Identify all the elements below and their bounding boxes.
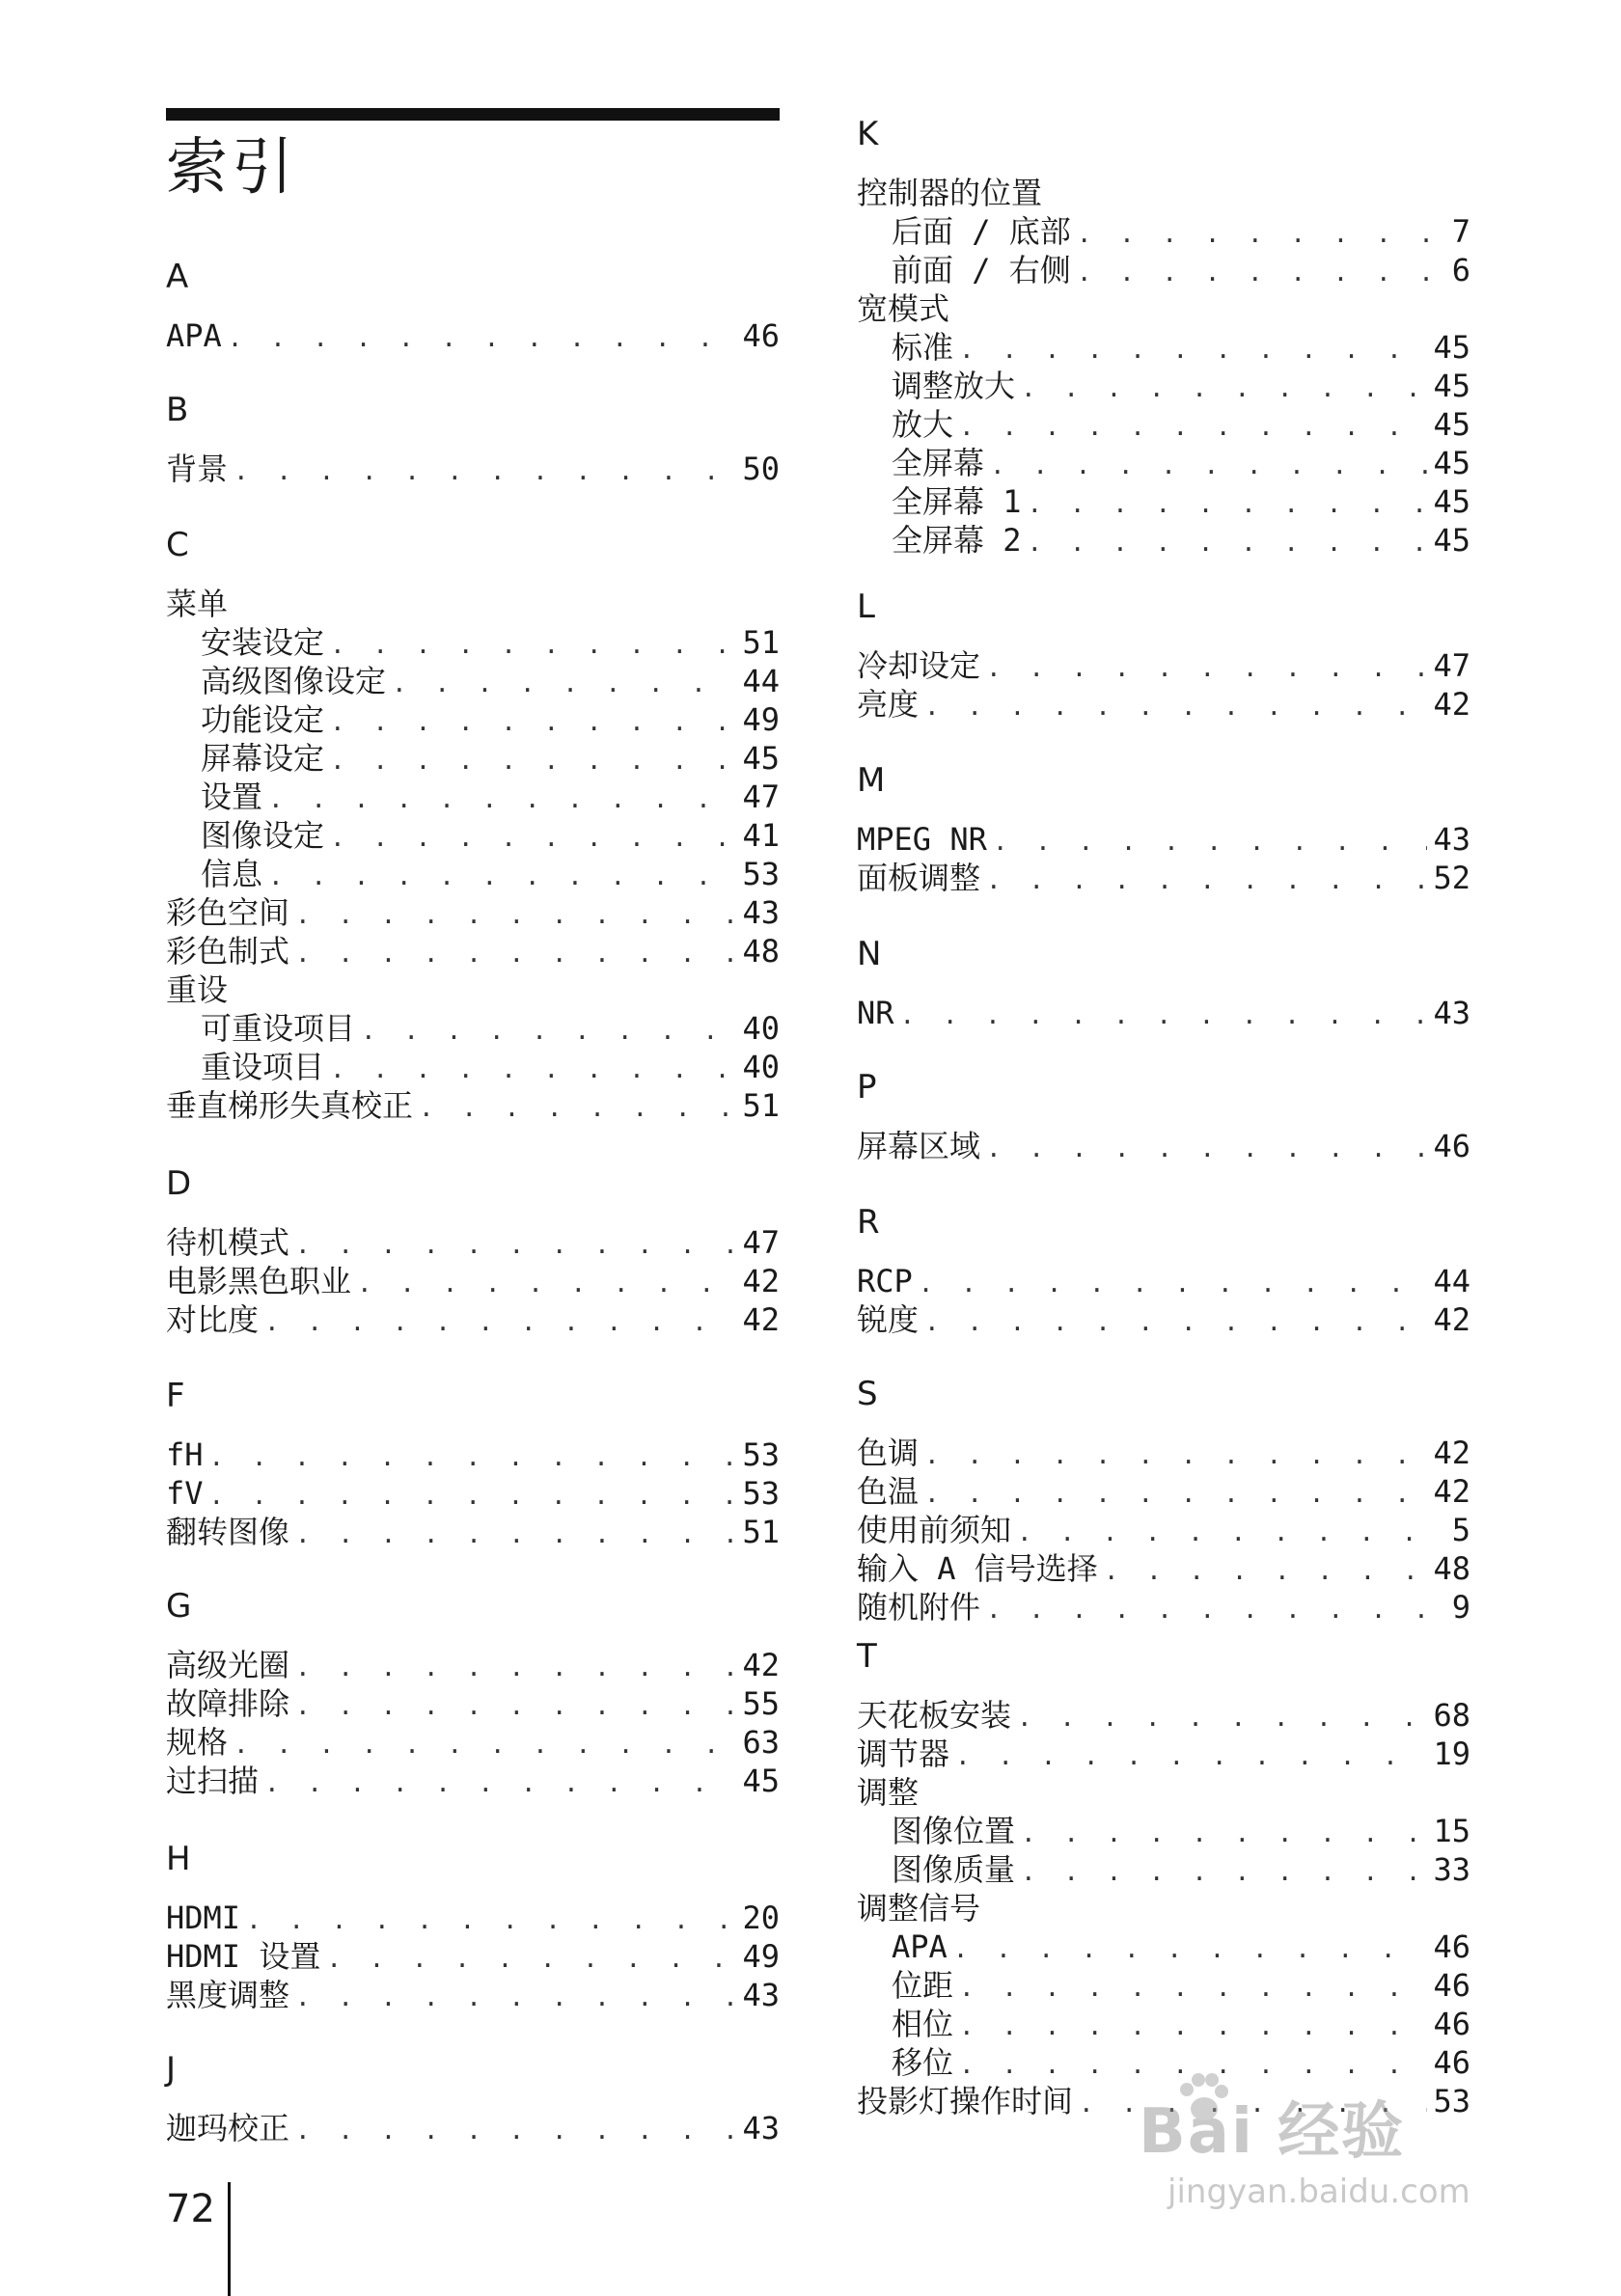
index-entry [166,970,780,1009]
index-subentry [857,444,1470,482]
entry-label: 背景 [166,451,229,487]
index-subentry [166,1009,780,1048]
index-subentry [166,778,780,816]
dot-leader [295,1979,736,2014]
entry-page: 46 [1433,2006,1470,2042]
dot-leader [924,688,1427,724]
entry-page: 42 [742,1647,780,1683]
index-section-b [166,380,780,488]
entry-page: 45 [1433,329,1470,366]
dot-leader [993,823,1428,859]
entry-label: 投影灯操作时间 [857,2083,1074,2119]
entry-label: 色调 [857,1435,920,1471]
index-subentry [857,2043,1470,2082]
entry-page: 46 [1433,1128,1470,1164]
dot-leader [330,703,736,739]
entry-page: 47 [742,1224,780,1261]
dot-leader [330,742,736,778]
index-subentry [166,623,780,662]
entry-label: NR [857,995,894,1031]
section-letter: K [857,115,879,153]
index-entry [857,1262,1470,1300]
entry-label: 彩色制式 [166,933,290,970]
dot-leader [959,1969,1427,2005]
entry-label: 故障排除 [166,1685,290,1722]
section-letter: H [166,1840,191,1878]
index-section-s [857,1364,1470,1626]
entry-label: 调整 [857,1774,920,1811]
entry-page: 43 [1433,821,1470,858]
dot-leader [419,1089,736,1125]
entry-label: 信息 [201,856,263,892]
entry-page: 42 [742,1263,780,1299]
entry-page: 42 [1433,1473,1470,1510]
entry-page: 45 [1433,406,1470,443]
index-subentry [857,2005,1470,2043]
entry-page: 52 [1433,860,1470,896]
dot-leader [1017,1514,1446,1549]
section-letter: M [857,761,886,800]
entry-page: 49 [742,701,780,738]
index-subentry [857,521,1470,560]
entry-page: 51 [742,624,780,661]
index-entry [166,585,780,623]
entry-label: 重设项目 [201,1049,325,1085]
page-title: 索引 [166,132,297,204]
index-entry [857,1588,1470,1626]
entry-page: 44 [742,663,780,699]
entry-label: 控制器的位置 [857,175,1043,211]
index-section-j [166,2039,780,2147]
entry-page: 43 [742,1977,780,2013]
index-entry [857,1889,1470,1927]
entry-label: 调整放大 [892,368,1016,404]
dot-leader [924,1475,1427,1511]
section-letter: A [166,258,189,296]
dot-leader [295,935,736,970]
index-entry [166,893,780,932]
entry-label: 标准 [892,329,954,366]
index-entry [166,450,780,488]
section-letter: S [857,1375,878,1413]
index-entry [857,1549,1470,1588]
index-entry [166,1899,780,1937]
entry-label: HDMI 设置 [166,1938,321,1975]
entry-label: 垂直梯形失真校正 [166,1087,414,1124]
entry-page: 45 [1433,483,1470,520]
index-entry [166,1937,780,1976]
entry-page: 68 [1433,1697,1470,1734]
entry-label: 安装设定 [201,624,325,661]
index-subentry [857,1927,1470,1966]
entry-label: 天花板安装 [857,1697,1012,1734]
entry-page: 43 [742,894,780,931]
entry-label: 移位 [892,2044,954,2081]
entry-label: 迦玛校正 [166,2110,290,2146]
index-section-c [166,515,780,1125]
dot-leader [246,1901,736,1937]
entry-page: 44 [1433,1263,1470,1299]
dot-leader [1104,1552,1428,1588]
dot-leader [959,2008,1427,2043]
index-entry [857,820,1470,859]
index-entry [166,1646,780,1684]
entry-page: 45 [1433,445,1470,481]
dot-leader [955,1737,1427,1773]
dot-leader [264,1764,736,1800]
entry-label: 翻转图像 [166,1514,290,1550]
dot-leader [990,447,1427,482]
entry-page: 63 [742,1724,780,1761]
entry-page: 47 [742,779,780,815]
entry-page: 42 [742,1301,780,1338]
dot-leader [295,896,736,932]
index-section-g [166,1576,780,1800]
dot-leader [953,1930,1428,1966]
index-entry [857,174,1470,212]
entry-page: 45 [742,1763,780,1799]
entry-label: fV [166,1475,204,1512]
index-subentry [857,212,1470,251]
entry-page: 42 [1433,1301,1470,1338]
index-subentry [857,1850,1470,1889]
entry-label: 图像位置 [892,1813,1016,1849]
index-entry [166,2109,780,2147]
index-subentry [166,739,780,778]
entry-label: 随机附件 [857,1589,981,1626]
entry-label: 调整信号 [857,1890,981,1927]
dot-leader [234,452,736,488]
index-entry [857,1511,1470,1549]
entry-label: 高级光圈 [166,1647,290,1683]
entry-label: 功能设定 [201,701,325,738]
entry-label: 后面 / 底部 [892,213,1071,250]
entry-label: 屏幕设定 [201,740,325,777]
entry-label: 全屏幕 1 [892,483,1022,520]
index-section-m [857,751,1470,897]
entry-label: 电影黑色职业 [166,1263,352,1299]
dot-leader [986,1591,1446,1626]
index-subentry [166,855,780,893]
entry-label: 相位 [892,2006,954,2042]
dot-leader [295,2112,736,2147]
entry-page: 45 [1433,368,1470,404]
section-letter: N [857,935,882,973]
section-letter: T [857,1637,877,1676]
entry-label: 输入 A 信号选择 [857,1550,1098,1587]
entry-page: 6 [1451,252,1470,288]
entry-label: 全屏幕 [892,445,985,481]
dot-leader [986,1130,1427,1165]
entry-label: fH [166,1436,204,1473]
entry-label: MPEG NR [857,821,987,858]
entry-label: 可重设项目 [201,1010,356,1047]
index-section-d [166,1154,780,1339]
dot-leader [1021,369,1427,405]
entry-label: 高级图像设定 [201,663,387,699]
index-entry [166,316,780,355]
dot-leader [330,626,736,662]
section-letter: B [166,391,189,429]
section-letter: C [166,526,189,564]
entry-label: 屏幕区域 [857,1128,981,1164]
entry-page: 15 [1433,1813,1470,1849]
entry-label: 位距 [892,1967,954,2004]
dot-leader [1077,254,1446,289]
entry-label: 调节器 [857,1736,950,1772]
index-subentry [857,251,1470,289]
page-number: 72 [166,2187,215,2231]
entry-label: 彩色空间 [166,894,290,931]
dot-leader [361,1012,736,1048]
entry-label: 黑度调整 [166,1977,290,2013]
entry-label: RCP [857,1263,913,1299]
index-section-f [166,1366,780,1551]
entry-page: 45 [742,740,780,777]
index-section-n [857,924,1470,1032]
entry-label: 图像设定 [201,817,325,854]
dot-leader [1028,485,1428,521]
dot-leader [330,819,736,855]
dot-leader [268,780,736,816]
index-subentry [857,1812,1470,1850]
dot-leader [234,1726,736,1762]
index-entry [166,1762,780,1800]
index-subentry [166,662,780,700]
entry-page: 9 [1451,1589,1470,1626]
index-entry [857,1773,1470,1812]
paw-icon [1173,2068,1231,2126]
entry-page: 43 [1433,995,1470,1031]
index-entry [857,289,1470,328]
dot-leader [228,319,737,355]
dot-leader [1021,1853,1427,1889]
dot-leader [924,1303,1427,1339]
index-entry [857,1735,1470,1773]
entry-page: 40 [742,1049,780,1085]
entry-label: 宽模式 [857,290,950,327]
watermark-url: jingyan.baidu.com [1168,2173,1470,2211]
entry-page: 41 [742,817,780,854]
index-entry [857,859,1470,897]
entry-page: 20 [742,1900,780,1936]
section-letter: D [166,1164,192,1203]
entry-page: 48 [1433,1550,1470,1587]
entry-label: 锐度 [857,1301,920,1338]
entry-page: 42 [1433,686,1470,723]
section-letter: G [166,1587,192,1626]
index-section-a [166,247,780,355]
entry-label: HDMI [166,1900,241,1936]
index-entry [857,1696,1470,1735]
entry-page: 7 [1451,213,1470,250]
index-section-t [857,1626,1470,2120]
entry-page: 48 [742,933,780,970]
index-entry [166,1223,780,1262]
entry-label: APA [166,317,222,354]
dot-leader [1017,1699,1427,1735]
entry-label: 全屏幕 2 [892,522,1022,559]
dot-leader [209,1438,737,1474]
entry-label: 放大 [892,406,954,443]
index-entry [857,1300,1470,1339]
dot-leader [295,1687,736,1723]
entry-label: 重设 [166,971,229,1008]
dot-leader [1021,1815,1427,1850]
watermark [1139,2093,1544,2238]
index-entry [166,1086,780,1125]
index-entry [166,1474,780,1513]
entry-page: 51 [742,1087,780,1124]
index-entry [857,994,1470,1032]
entry-page: 40 [742,1010,780,1047]
entry-page: 46 [1433,2044,1470,2081]
index-entry [166,1723,780,1762]
index-entry [166,1976,780,2014]
index-section-k [857,104,1470,560]
dot-leader [330,1051,736,1086]
index-entry [857,1434,1470,1472]
dot-leader [1077,215,1446,251]
entry-label: 使用前须知 [857,1512,1012,1548]
entry-label: 规格 [166,1724,229,1761]
watermark-brand: Bai 经验 [1139,2096,1406,2168]
dot-leader [357,1265,736,1300]
entry-page: 42 [1433,1435,1470,1471]
dot-leader [1028,524,1428,560]
index-subentry [857,328,1470,367]
index-entry [857,646,1470,685]
index-subentry [857,1966,1470,2005]
entry-page: 46 [1433,1928,1470,1965]
entry-label: 冷却设定 [857,647,981,684]
entry-label: 图像质量 [892,1851,1016,1888]
section-letter: P [857,1068,877,1107]
index-subentry [857,482,1470,521]
entry-label: 面板调整 [857,860,981,896]
index-subentry [166,816,780,855]
index-subentry [857,405,1470,444]
dot-leader [924,1436,1427,1472]
section-letter: L [857,588,875,626]
dot-leader [900,997,1428,1032]
entry-label: 前面 / 右侧 [892,252,1071,288]
entry-label: 设置 [201,779,263,815]
entry-page: 45 [1433,522,1470,559]
entry-page: 19 [1433,1736,1470,1772]
entry-page: 50 [742,451,780,487]
dot-leader [959,408,1427,444]
index-section-h [166,1829,780,2014]
dot-leader [392,665,736,700]
dot-leader [295,1516,736,1551]
entry-page: 53 [1433,2083,1470,2119]
index-subentry [857,367,1470,405]
entry-label: 过扫描 [166,1763,260,1799]
index-section-r [857,1192,1470,1339]
section-letter: F [166,1377,185,1415]
entry-page: 46 [1433,1967,1470,2004]
dot-leader [959,331,1427,367]
entry-page: 53 [742,856,780,892]
dot-leader [986,649,1427,685]
entry-page: 49 [742,1938,780,1975]
dot-leader [264,1303,736,1339]
index-entry [857,685,1470,724]
entry-page: 55 [742,1685,780,1722]
entry-page: 33 [1433,1851,1470,1888]
index-entry [166,1300,780,1339]
entry-label: 待机模式 [166,1224,290,1261]
entry-label: 色温 [857,1473,920,1510]
dot-leader [295,1226,736,1262]
entry-page: 5 [1451,1512,1470,1548]
entry-label: 菜单 [166,586,229,622]
index-section-l [857,577,1470,724]
dot-leader [919,1265,1428,1300]
title-rule [166,108,780,121]
entry-page: 53 [742,1475,780,1512]
index-entry [166,932,780,970]
entry-page: 51 [742,1514,780,1550]
index-entry [166,1684,780,1723]
entry-page: 43 [742,2110,780,2146]
footer-rule [228,2182,231,2296]
dot-leader [986,861,1427,897]
index-subentry [166,700,780,739]
section-letter: J [166,2050,177,2089]
index-entry [166,1262,780,1300]
index-entry [857,1127,1470,1165]
dot-leader [209,1477,737,1513]
entry-page: 53 [742,1436,780,1473]
index-entry [857,1472,1470,1511]
dot-leader [268,858,736,893]
entry-page: 47 [1433,647,1470,684]
index-entry [166,1435,780,1474]
dot-leader [326,1940,736,1976]
dot-leader [295,1649,736,1684]
index-entry [166,1513,780,1551]
index-subentry [166,1048,780,1086]
entry-label: 对比度 [166,1301,260,1338]
entry-label: 亮度 [857,686,920,723]
entry-label: APA [892,1928,948,1965]
index-section-p [857,1057,1470,1165]
section-letter: R [857,1203,880,1242]
entry-page: 46 [742,317,780,354]
